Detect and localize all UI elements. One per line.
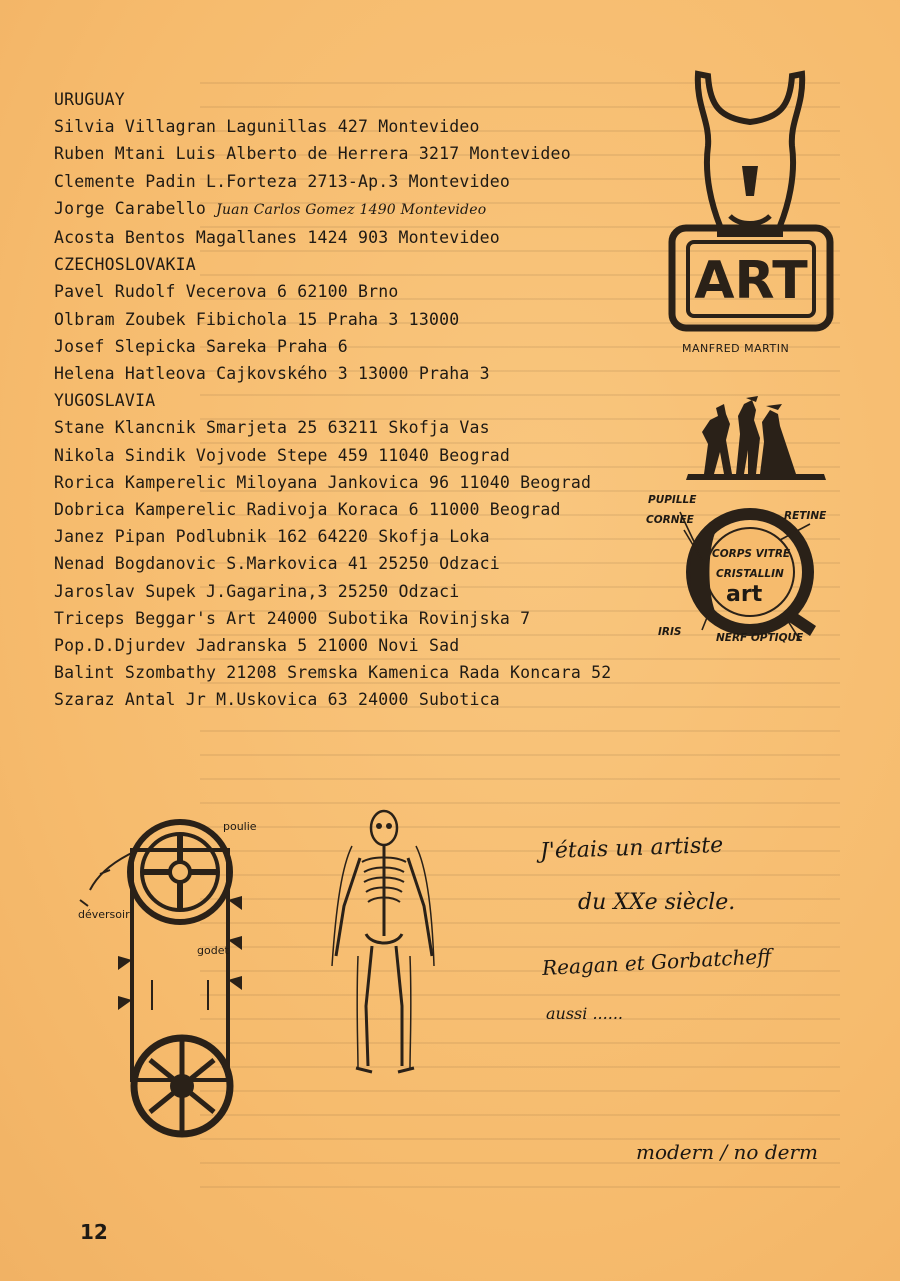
address-text: YUGOSLAVIA	[54, 391, 156, 411]
art-stamp	[660, 66, 840, 366]
address-line	[54, 523, 714, 550]
eye-label-nerf-optique: NERF OPTIQUE	[716, 632, 804, 644]
address-text: URUGUAY	[54, 90, 125, 109]
eye-label-art: art	[726, 582, 763, 607]
address-text: Rorica Kamperelic Miloyana Jankovica 96 11040 Beograd	[54, 472, 592, 492]
stamp-word: ART	[694, 251, 808, 311]
address-text: Janez Pipan Podlubnik 162 64220 Skofja Loka	[54, 527, 490, 547]
address-line	[54, 113, 714, 140]
address-line	[54, 469, 714, 496]
address-line	[54, 195, 714, 224]
address-line	[54, 224, 714, 251]
stamp-caption: MANFRED MARTIN	[682, 342, 790, 355]
address-text: Pop.D.Djurdev Jadranska 5 21000 Novi Sad	[54, 636, 460, 656]
address-text: Balint Szombathy 21208 Sremska Kamenica Rada Koncara 52	[54, 663, 612, 683]
address-line	[54, 278, 714, 305]
address-line	[54, 414, 714, 441]
eye-label-retine: RETINE	[784, 510, 827, 522]
page-number: 12	[80, 1220, 108, 1244]
address-line	[54, 168, 714, 195]
eye-label-cristallin: CRISTALLIN	[716, 568, 784, 580]
address-text: Nenad Bogdanovic S.Markovica 41 25250 Odzaci	[54, 554, 500, 574]
address-text: Josef Slepicka Sareka Praha 6	[54, 336, 348, 356]
address-text: Ruben Mtani Luis Alberto de Herrera 3217 Montevideo	[54, 144, 571, 164]
address-line	[54, 387, 714, 414]
address-text: Pavel Rudolf Vecerova 6 62100 Brno	[54, 282, 399, 302]
eye-label-iris: IRIS	[658, 626, 682, 638]
address-line	[54, 605, 714, 632]
address-line	[54, 659, 714, 686]
address-line	[54, 333, 714, 360]
handwritten-address: Juan Carlos Gomez 1490 Montevideo	[216, 201, 487, 218]
skeleton-figure	[322, 806, 442, 1076]
address-text: Acosta Bentos Magallanes 1424 903 Montevideo	[54, 228, 500, 248]
address-text: Triceps Beggar's Art 24000 Subotika Rovinjska 7	[54, 608, 531, 628]
wheel-label-deversoir: déversoir	[78, 908, 130, 921]
handwritten-line-3: Reagan et Gorbatcheff	[541, 944, 772, 980]
address-text: Jaroslav Supek J.Gagarina,3 25250 Odzaci	[54, 581, 460, 601]
address-text: CZECHOSLOVAKIA	[54, 255, 196, 275]
address-line	[54, 550, 714, 577]
eye-label-corps-vitre: CORPS VITRE	[712, 548, 791, 560]
wheel-diagram	[70, 810, 280, 1150]
eye-label-pupille: PUPILLE	[648, 494, 697, 506]
address-text: Silvia Villagran Lagunillas 427 Montevideo	[54, 117, 480, 137]
address-line	[54, 251, 714, 278]
address-text: Stane Klancnik Smarjeta 25 63211 Skofja Vas	[54, 418, 490, 438]
address-line	[54, 632, 714, 659]
handwritten-line-2: du XXe siècle.	[578, 890, 736, 915]
address-line	[54, 360, 714, 387]
address-text: Szaraz Antal Jr M.Uskovica 63 24000 Subotica	[54, 690, 500, 710]
address-text: Helena Hatleova Cajkovského 3 13000 Praha 3	[54, 364, 490, 384]
address-list	[54, 86, 714, 714]
wheel-label-godet: godet	[197, 944, 229, 957]
address-text: Jorge Carabello	[54, 198, 217, 218]
address-text: Nikola Sindik Vojvode Stepe 459 11040 Beograd	[54, 445, 511, 465]
address-line	[54, 442, 714, 469]
address-line	[54, 140, 714, 167]
address-line	[54, 496, 714, 523]
address-line	[54, 686, 714, 713]
address-line	[54, 86, 714, 113]
address-text: Clemente Padin L.Forteza 2713-Ap.3 Montevideo	[54, 171, 511, 191]
address-text: Dobrica Kamperelic Radivoja Koraca 6 11000 Beograd	[54, 500, 561, 520]
handwritten-line-1: J'étais un artiste	[539, 832, 724, 865]
handwritten-line-4: aussi ......	[546, 1004, 623, 1023]
address-line	[54, 578, 714, 605]
wheel-label-poulie: poulie	[223, 820, 257, 833]
address-line	[54, 306, 714, 333]
figures-silhouette	[686, 394, 826, 484]
address-text: Olbram Zoubek Fibichola 15 Praha 3 13000	[54, 309, 460, 329]
handwritten-footer: modern / no derm	[636, 1140, 818, 1164]
eye-label-cornee: CORNEE	[646, 514, 694, 526]
